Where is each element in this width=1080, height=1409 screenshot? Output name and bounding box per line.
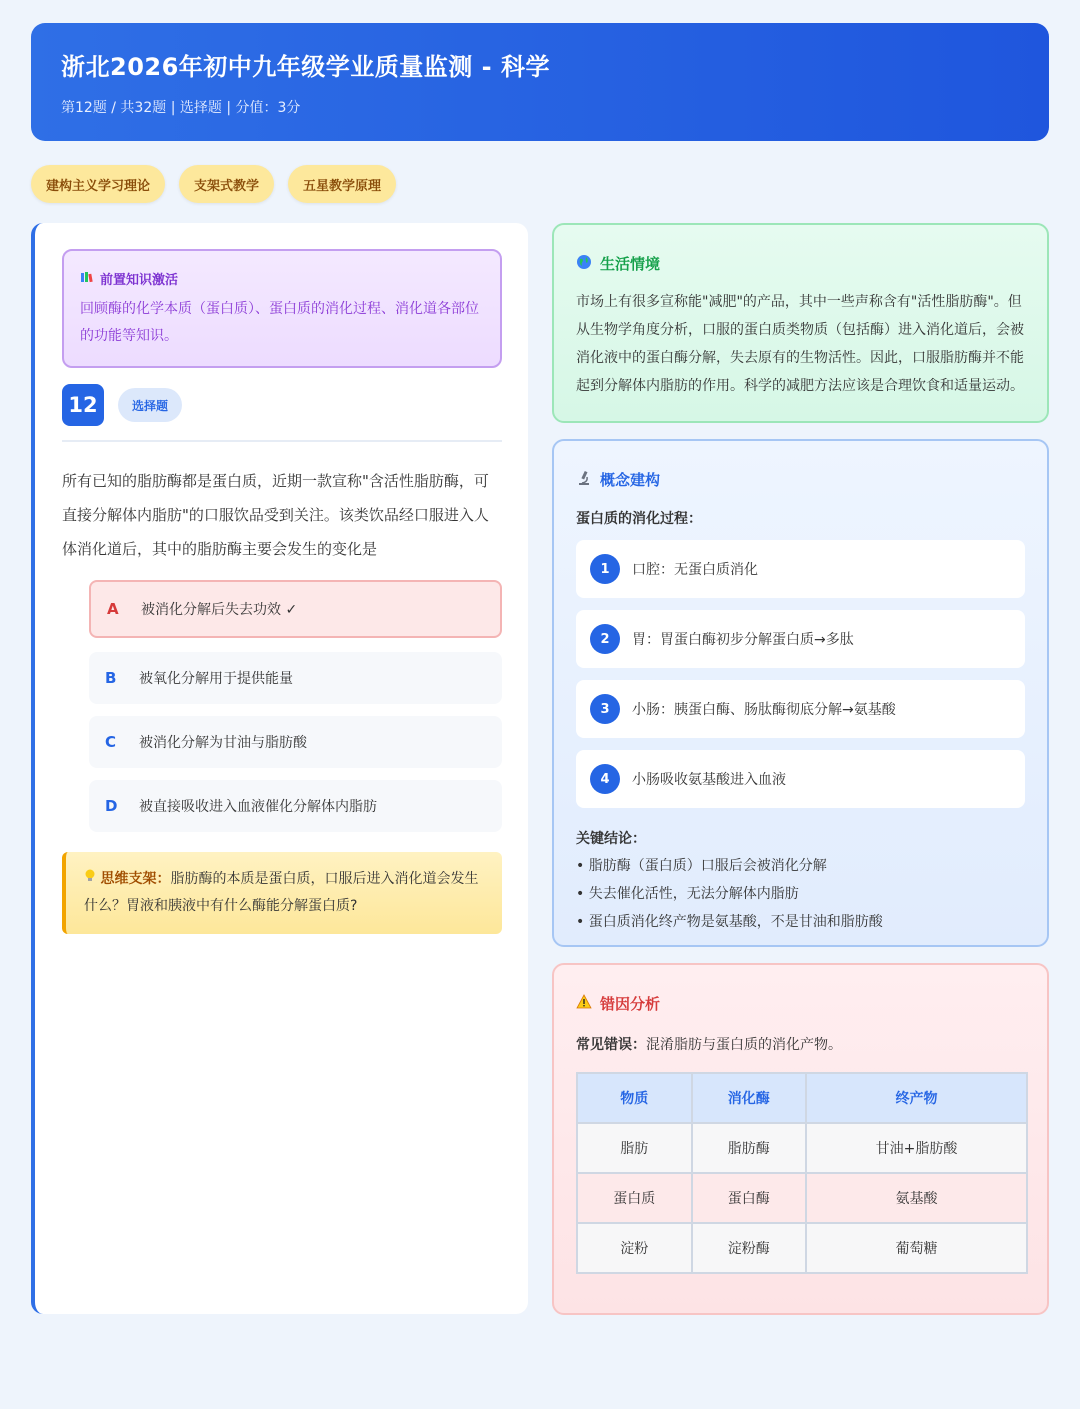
table-row xyxy=(578,1124,1026,1172)
option-letter: A xyxy=(107,600,119,618)
step-number: 1 xyxy=(590,554,620,584)
life-title: 生活情境 xyxy=(600,255,661,273)
error-title: 错因分析 xyxy=(600,995,661,1013)
table-cell: 淀粉酶 xyxy=(693,1224,806,1272)
process-title: 蛋白质的消化过程： xyxy=(576,511,702,527)
option-text: 被直接吸收进入血液催化分解体内脂肪 xyxy=(139,799,377,815)
option-c[interactable] xyxy=(89,716,502,768)
table-cell: 淀粉 xyxy=(578,1224,691,1272)
table-cell: 葡萄糖 xyxy=(807,1224,1026,1272)
question-panel xyxy=(31,223,528,1314)
question-type-badge: 选择题 xyxy=(118,388,182,422)
option-letter: D xyxy=(105,797,118,815)
option-a[interactable] xyxy=(89,580,502,638)
table-header: 物质 xyxy=(578,1074,691,1122)
step-number: 2 xyxy=(590,624,620,654)
thinking-scaffold-box xyxy=(62,852,502,934)
step-text: 口腔：无蛋白质消化 xyxy=(632,562,758,578)
table-row xyxy=(578,1224,1026,1272)
conclusion-title: 关键结论： xyxy=(576,831,646,847)
question-stem: 所有已知的脂肪酶都是蛋白质，近期一款宣称"含活性脂肪酶，可直接分解体内脂肪"的口服饮品受到关注。该类饮品经口服进入人体消化道后，其中的脂肪酶主要会发生的变化是 xyxy=(62,472,489,558)
concept-title: 概念建构 xyxy=(600,471,661,489)
tag-constructivism[interactable]: 建构主义学习理论 xyxy=(31,165,165,203)
step-text: 小肠：胰蛋白酶、肠肽酶彻底分解→氨基酸 xyxy=(632,702,896,718)
question-number: 12 xyxy=(62,384,104,426)
life-content: 市场上有很多宣称能"减肥"的产品，其中一些声称含有"活性脂肪酶"。但从生物学角度分析，口服的蛋白质类物质（包括酶）进入消化道后，会被消化液中的蛋白酶分解，失去原有的生物活性。因此，口服脂肪酶并不能起到分解体内脂肪的作用。科学的减肥方法应该是合理饮食和适量运动。 xyxy=(576,294,1024,394)
scaffold-text: 脂肪酶的本质是蛋白质，口服后进入消化道会发生什么？胃液和胰液中有什么酶能分解蛋白质? xyxy=(84,871,479,914)
option-text: 被消化分解后失去功效 ✓ xyxy=(141,602,298,618)
table-header: 终产物 xyxy=(807,1074,1026,1122)
step-number: 4 xyxy=(590,764,620,794)
life-context-card xyxy=(552,223,1049,423)
page-header xyxy=(31,23,1049,141)
option-text: 被氧化分解用于提供能量 xyxy=(139,671,293,687)
tag-five-star[interactable]: 五星教学原理 xyxy=(288,165,396,203)
warning-icon xyxy=(576,994,592,1013)
error-text: 混淆脂肪与蛋白质的消化产物。 xyxy=(646,1037,842,1053)
option-letter: B xyxy=(105,669,117,687)
error-label: 常见错误： xyxy=(576,1037,646,1053)
option-letter: C xyxy=(105,733,117,751)
error-analysis-card xyxy=(552,963,1049,1315)
prior-title: 前置知识激活 xyxy=(100,273,179,288)
table-header: 消化酶 xyxy=(693,1074,806,1122)
table-cell: 氨基酸 xyxy=(807,1174,1026,1222)
books-icon xyxy=(80,270,94,288)
concept-card xyxy=(552,439,1049,947)
prior-knowledge-box xyxy=(62,249,502,368)
process-step xyxy=(576,680,1025,738)
globe-icon xyxy=(576,254,592,274)
process-step xyxy=(576,540,1025,598)
table-cell: 甘油+脂肪酸 xyxy=(807,1124,1026,1172)
option-d[interactable] xyxy=(89,780,502,832)
page-subtitle: 第12题 / 共32题 | 选择题 | 分值：3分 xyxy=(61,100,301,116)
table-cell: 蛋白质 xyxy=(578,1174,691,1222)
conclusion-item: • 失去催化活性，无法分解体内脂肪 xyxy=(576,886,799,902)
common-error xyxy=(576,1034,1025,1054)
table-header-row xyxy=(578,1074,1026,1122)
option-list xyxy=(89,580,502,832)
conclusion-item: • 脂肪酶（蛋白质）口服后会被消化分解 xyxy=(576,858,827,874)
conclusion-item: • 蛋白质消化终产物是氨基酸，不是甘油和脂肪酸 xyxy=(576,914,883,930)
microscope-icon xyxy=(576,470,592,490)
table-row xyxy=(578,1174,1026,1222)
process-step xyxy=(576,610,1025,668)
conclusion-list xyxy=(576,852,1025,936)
scaffold-label: 思维支架： xyxy=(100,871,171,887)
step-text: 胃：胃蛋白酶初步分解蛋白质→多肽 xyxy=(632,632,854,648)
bulb-icon xyxy=(84,871,100,887)
table-cell: 蛋白酶 xyxy=(693,1174,806,1222)
digestion-table xyxy=(576,1072,1028,1274)
tag-list xyxy=(31,165,396,203)
table-cell: 脂肪酶 xyxy=(693,1124,806,1172)
step-text: 小肠吸收氨基酸进入血液 xyxy=(632,772,786,788)
step-number: 3 xyxy=(590,694,620,724)
process-step xyxy=(576,750,1025,808)
tag-scaffolding[interactable]: 支架式教学 xyxy=(179,165,274,203)
option-b[interactable] xyxy=(89,652,502,704)
page-title: 浙北2026年初中九年级学业质量监测 - 科学 xyxy=(61,53,550,81)
prior-content: 回顾酶的化学本质（蛋白质）、蛋白质的消化过程、消化道各部位的功能等知识。 xyxy=(80,301,479,344)
table-cell: 脂肪 xyxy=(578,1124,691,1172)
question-header xyxy=(62,384,502,442)
option-text: 被消化分解为甘油与脂肪酸 xyxy=(139,735,307,751)
